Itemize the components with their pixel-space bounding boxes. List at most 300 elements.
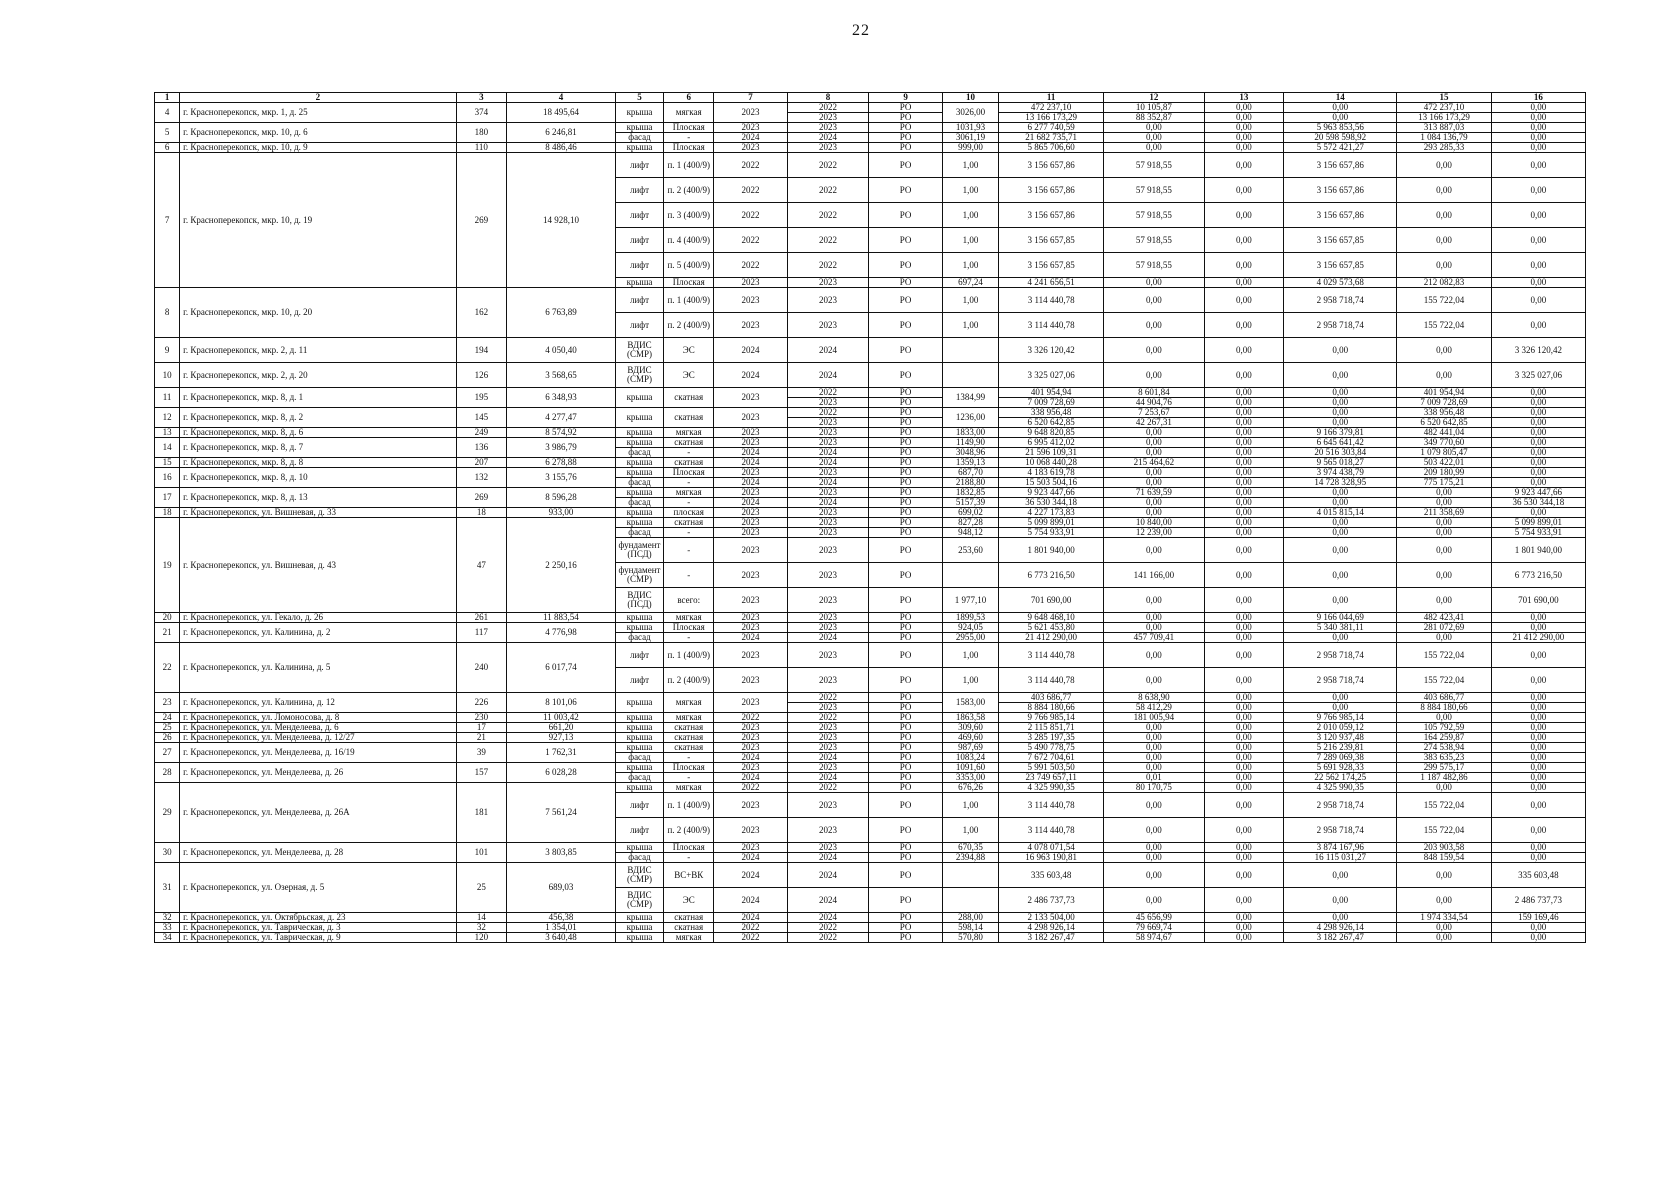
- address-cell: г. Красноперекопск, мкр. 8, д. 1: [180, 388, 457, 408]
- owners-cell: 155 722,04: [1397, 643, 1491, 668]
- work-detail-cell: мягкая: [664, 613, 714, 623]
- fund-cell: 9 166 379,81: [1284, 428, 1397, 438]
- cost-cell: 0,00: [1104, 448, 1205, 458]
- total-cost-cell: 6 520 642,85: [999, 418, 1104, 428]
- address-cell: г. Красноперекопск, ул. Вишневая, д. 43: [180, 518, 457, 613]
- plan-year-cell: 2024: [787, 633, 869, 643]
- budget-cell: 0,00: [1204, 458, 1284, 468]
- work-type-cell: крыша: [615, 783, 663, 793]
- other-cell: 0,00: [1491, 623, 1585, 633]
- work-detail-cell: -: [664, 478, 714, 488]
- other-cell: 0,00: [1491, 713, 1585, 723]
- other-cell: 0,00: [1491, 388, 1585, 398]
- source-cell: РО: [869, 438, 942, 448]
- budget-cell: 0,00: [1204, 538, 1284, 563]
- fund-cell: 0,00: [1284, 693, 1397, 703]
- other-cell: 0,00: [1491, 178, 1585, 203]
- area-cell: 8 596,28: [506, 488, 615, 508]
- apartments-cell: 180: [456, 123, 506, 143]
- cost-cell: 0,00: [1104, 723, 1205, 733]
- other-cell: 0,00: [1491, 398, 1585, 408]
- fund-cell: 5 216 239,81: [1284, 743, 1397, 753]
- year-cell: 2023: [714, 143, 787, 153]
- cost-cell: 0,01: [1104, 773, 1205, 783]
- total-cost-cell: 4 078 071,54: [999, 843, 1104, 853]
- owners-cell: 0,00: [1397, 178, 1491, 203]
- total-cost-cell: 5 991 503,50: [999, 763, 1104, 773]
- plan-year-cell: 2024: [787, 853, 869, 863]
- plan-year-cell: 2023: [787, 123, 869, 133]
- row-number-cell: 29: [155, 783, 180, 843]
- cost-cell: 215 464,62: [1104, 458, 1205, 468]
- other-cell: 0,00: [1491, 313, 1585, 338]
- row-number-cell: 32: [155, 913, 180, 923]
- address-cell: г. Красноперекопск, мкр. 8, д. 13: [180, 488, 457, 508]
- area-cell: 689,03: [506, 863, 615, 913]
- plan-year-cell: 2024: [787, 448, 869, 458]
- column-header: 5: [615, 93, 663, 103]
- table-row: [155, 723, 1586, 733]
- volume-cell: 1,00: [942, 228, 999, 253]
- document-body: [154, 92, 1586, 943]
- plan-year-cell: 2024: [787, 753, 869, 763]
- plan-year-cell: 2022: [787, 103, 869, 113]
- work-detail-cell: плоская: [664, 508, 714, 518]
- plan-year-cell: 2023: [787, 428, 869, 438]
- total-cost-cell: 3 326 120,42: [999, 338, 1104, 363]
- volume-cell: 1 977,10: [942, 588, 999, 613]
- work-detail-cell: Плоская: [664, 623, 714, 633]
- source-cell: РО: [869, 363, 942, 388]
- address-cell: г. Красноперекопск, мкр. 8, д. 10: [180, 468, 457, 488]
- cost-cell: 58 412,29: [1104, 703, 1205, 713]
- other-cell: 0,00: [1491, 508, 1585, 518]
- source-cell: РО: [869, 783, 942, 793]
- owners-cell: 775 175,21: [1397, 478, 1491, 488]
- fund-cell: 3 156 657,86: [1284, 153, 1397, 178]
- work-type-cell: лифт: [615, 228, 663, 253]
- plan-year-cell: 2024: [787, 913, 869, 923]
- cost-cell: 0,00: [1104, 338, 1205, 363]
- fund-cell: 9 766 985,14: [1284, 713, 1397, 723]
- cost-cell: 0,00: [1104, 623, 1205, 633]
- fund-cell: 6 645 641,42: [1284, 438, 1397, 448]
- plan-year-cell: 2023: [787, 143, 869, 153]
- volume-cell: [942, 563, 999, 588]
- work-type-cell: ВДИС (СМР): [615, 338, 663, 363]
- source-cell: РО: [869, 398, 942, 408]
- fund-cell: 3 156 657,86: [1284, 203, 1397, 228]
- other-cell: 0,00: [1491, 733, 1585, 743]
- column-header: 2: [180, 93, 457, 103]
- apartments-cell: 269: [456, 153, 506, 288]
- work-type-cell: ВДИС (СМР): [615, 888, 663, 913]
- owners-cell: 0,00: [1397, 528, 1491, 538]
- owners-cell: 8 884 180,66: [1397, 703, 1491, 713]
- total-cost-cell: 7 009 728,69: [999, 398, 1104, 408]
- column-header: 13: [1204, 93, 1284, 103]
- work-detail-cell: п. 1 (400/9): [664, 643, 714, 668]
- owners-cell: 13 166 173,29: [1397, 113, 1491, 123]
- apartments-cell: 101: [456, 843, 506, 863]
- volume-cell: 2188,80: [942, 478, 999, 488]
- budget-cell: 0,00: [1204, 743, 1284, 753]
- row-number-cell: 5: [155, 123, 180, 143]
- volume-cell: 1863,58: [942, 713, 999, 723]
- other-cell: 0,00: [1491, 448, 1585, 458]
- work-detail-cell: мягкая: [664, 933, 714, 943]
- total-cost-cell: 3 156 657,85: [999, 253, 1104, 278]
- volume-cell: 3353,00: [942, 773, 999, 783]
- plan-year-cell: 2023: [787, 418, 869, 428]
- total-cost-cell: 23 749 657,11: [999, 773, 1104, 783]
- year-cell: 2023: [714, 623, 787, 633]
- source-cell: РО: [869, 853, 942, 863]
- cost-cell: 0,00: [1104, 478, 1205, 488]
- fund-cell: 0,00: [1284, 363, 1397, 388]
- source-cell: РО: [869, 913, 942, 923]
- source-cell: РО: [869, 133, 942, 143]
- area-cell: 6 348,93: [506, 388, 615, 408]
- cost-cell: 0,00: [1104, 753, 1205, 763]
- owners-cell: 0,00: [1397, 498, 1491, 508]
- work-type-cell: крыша: [615, 408, 663, 428]
- plan-year-cell: 2023: [787, 703, 869, 713]
- table-row: [155, 103, 1586, 113]
- work-detail-cell: ЭС: [664, 888, 714, 913]
- fund-cell: 0,00: [1284, 518, 1397, 528]
- owners-cell: 203 903,58: [1397, 843, 1491, 853]
- work-detail-cell: п. 2 (400/9): [664, 313, 714, 338]
- volume-cell: 1,00: [942, 178, 999, 203]
- budget-cell: 0,00: [1204, 178, 1284, 203]
- budget-cell: 0,00: [1204, 933, 1284, 943]
- year-cell: 2022: [714, 923, 787, 933]
- fund-cell: 0,00: [1284, 398, 1397, 408]
- total-cost-cell: 4 183 619,78: [999, 468, 1104, 478]
- plan-year-cell: 2024: [787, 133, 869, 143]
- area-cell: 6 763,89: [506, 288, 615, 338]
- table-row: [155, 713, 1586, 723]
- cost-cell: 0,00: [1104, 588, 1205, 613]
- work-type-cell: фасад: [615, 133, 663, 143]
- plan-year-cell: 2024: [787, 888, 869, 913]
- total-cost-cell: 3 156 657,85: [999, 228, 1104, 253]
- total-cost-cell: 3 114 440,78: [999, 668, 1104, 693]
- plan-year-cell: 2024: [787, 338, 869, 363]
- apartments-cell: 117: [456, 623, 506, 643]
- fund-cell: 0,00: [1284, 913, 1397, 923]
- table-row: [155, 843, 1586, 853]
- fund-cell: 0,00: [1284, 418, 1397, 428]
- work-type-cell: лифт: [615, 643, 663, 668]
- row-number-cell: 22: [155, 643, 180, 693]
- apartments-cell: 110: [456, 143, 506, 153]
- budget-cell: 0,00: [1204, 428, 1284, 438]
- work-detail-cell: -: [664, 133, 714, 143]
- total-cost-cell: 9 648 468,10: [999, 613, 1104, 623]
- plan-year-cell: 2022: [787, 153, 869, 178]
- address-cell: г. Красноперекопск, ул. Озерная, д. 5: [180, 863, 457, 913]
- apartments-cell: 261: [456, 613, 506, 623]
- plan-year-cell: 2024: [787, 458, 869, 468]
- table-row: [155, 388, 1586, 398]
- plan-year-cell: 2024: [787, 863, 869, 888]
- row-number-cell: 31: [155, 863, 180, 913]
- table-row: [155, 338, 1586, 363]
- year-cell: 2023: [714, 693, 787, 713]
- address-cell: г. Красноперекопск, ул. Таврическая, д. 3: [180, 923, 457, 933]
- work-detail-cell: п. 5 (400/9): [664, 253, 714, 278]
- other-cell: 5 754 933,91: [1491, 528, 1585, 538]
- owners-cell: 274 538,94: [1397, 743, 1491, 753]
- work-type-cell: фасад: [615, 528, 663, 538]
- source-cell: РО: [869, 113, 942, 123]
- source-cell: РО: [869, 563, 942, 588]
- row-number-cell: 16: [155, 468, 180, 488]
- work-type-cell: крыша: [615, 468, 663, 478]
- source-cell: РО: [869, 313, 942, 338]
- total-cost-cell: 36 530 344,18: [999, 498, 1104, 508]
- source-cell: РО: [869, 733, 942, 743]
- fund-cell: 20 598 598,92: [1284, 133, 1397, 143]
- plan-year-cell: 2023: [787, 278, 869, 288]
- fund-cell: 2 958 718,74: [1284, 818, 1397, 843]
- other-cell: 0,00: [1491, 123, 1585, 133]
- fund-cell: 3 156 657,85: [1284, 253, 1397, 278]
- work-detail-cell: скатная: [664, 438, 714, 448]
- total-cost-cell: 5 099 899,01: [999, 518, 1104, 528]
- fund-cell: 3 182 267,47: [1284, 933, 1397, 943]
- source-cell: РО: [869, 408, 942, 418]
- volume-cell: 1583,00: [942, 693, 999, 713]
- other-cell: 1 801 940,00: [1491, 538, 1585, 563]
- budget-cell: 0,00: [1204, 563, 1284, 588]
- budget-cell: 0,00: [1204, 133, 1284, 143]
- work-type-cell: фасад: [615, 633, 663, 643]
- work-type-cell: лифт: [615, 153, 663, 178]
- fund-cell: 14 728 328,95: [1284, 478, 1397, 488]
- owners-cell: 1 187 482,86: [1397, 773, 1491, 783]
- owners-cell: 0,00: [1397, 518, 1491, 528]
- work-type-cell: лифт: [615, 253, 663, 278]
- apartments-cell: 120: [456, 933, 506, 943]
- volume-cell: 1091,60: [942, 763, 999, 773]
- table-row: [155, 363, 1586, 388]
- source-cell: РО: [869, 388, 942, 398]
- budget-cell: 0,00: [1204, 143, 1284, 153]
- budget-cell: 0,00: [1204, 478, 1284, 488]
- cost-cell: 42 267,31: [1104, 418, 1205, 428]
- work-type-cell: крыша: [615, 693, 663, 713]
- total-cost-cell: 401 954,94: [999, 388, 1104, 398]
- fund-cell: 0,00: [1284, 633, 1397, 643]
- cost-cell: 10 105,87: [1104, 103, 1205, 113]
- plan-year-cell: 2024: [787, 478, 869, 488]
- work-detail-cell: -: [664, 633, 714, 643]
- total-cost-cell: 5 621 453,80: [999, 623, 1104, 633]
- source-cell: РО: [869, 458, 942, 468]
- cost-cell: 0,00: [1104, 733, 1205, 743]
- row-number-cell: 15: [155, 458, 180, 468]
- budget-cell: 0,00: [1204, 793, 1284, 818]
- total-cost-cell: 4 298 926,14: [999, 923, 1104, 933]
- cost-cell: 0,00: [1104, 818, 1205, 843]
- volume-cell: 469,60: [942, 733, 999, 743]
- fund-cell: 4 325 990,35: [1284, 783, 1397, 793]
- row-number-cell: 25: [155, 723, 180, 733]
- year-cell: 2023: [714, 278, 787, 288]
- other-cell: 0,00: [1491, 143, 1585, 153]
- apartments-cell: 136: [456, 438, 506, 458]
- work-detail-cell: всего:: [664, 588, 714, 613]
- plan-year-cell: 2023: [787, 313, 869, 338]
- work-type-cell: крыша: [615, 438, 663, 448]
- cost-cell: 0,00: [1104, 853, 1205, 863]
- cost-cell: 0,00: [1104, 278, 1205, 288]
- other-cell: 701 690,00: [1491, 588, 1585, 613]
- address-cell: г. Красноперекопск, ул. Таврическая, д. 9: [180, 933, 457, 943]
- source-cell: РО: [869, 773, 942, 783]
- year-cell: 2022: [714, 933, 787, 943]
- work-detail-cell: мягкая: [664, 103, 714, 123]
- volume-cell: 1384,99: [942, 388, 999, 408]
- column-header: 10: [942, 93, 999, 103]
- row-number-cell: 4: [155, 103, 180, 123]
- column-header: 4: [506, 93, 615, 103]
- cost-cell: 58 974,67: [1104, 933, 1205, 943]
- work-type-cell: фундамент (ПСД): [615, 538, 663, 563]
- source-cell: РО: [869, 843, 942, 853]
- volume-cell: [942, 888, 999, 913]
- work-type-cell: ВДИС (СМР): [615, 363, 663, 388]
- budget-cell: 0,00: [1204, 853, 1284, 863]
- column-header: 11: [999, 93, 1104, 103]
- cost-cell: 0,00: [1104, 763, 1205, 773]
- owners-cell: 212 082,83: [1397, 278, 1491, 288]
- apartments-cell: 240: [456, 643, 506, 693]
- other-cell: 159 169,46: [1491, 913, 1585, 923]
- other-cell: 0,00: [1491, 153, 1585, 178]
- total-cost-cell: 16 963 190,81: [999, 853, 1104, 863]
- total-cost-cell: 338 956,48: [999, 408, 1104, 418]
- plan-year-cell: 2023: [787, 668, 869, 693]
- area-cell: 456,38: [506, 913, 615, 923]
- row-number-cell: 9: [155, 338, 180, 363]
- column-header: 3: [456, 93, 506, 103]
- source-cell: РО: [869, 923, 942, 933]
- year-cell: 2023: [714, 843, 787, 853]
- plan-year-cell: 2024: [787, 363, 869, 388]
- work-type-cell: крыша: [615, 518, 663, 528]
- cost-cell: 0,00: [1104, 613, 1205, 623]
- total-cost-cell: 3 114 440,78: [999, 793, 1104, 818]
- other-cell: 0,00: [1491, 253, 1585, 278]
- other-cell: 0,00: [1491, 133, 1585, 143]
- table-row: [155, 488, 1586, 498]
- work-detail-cell: мягкая: [664, 428, 714, 438]
- other-cell: 0,00: [1491, 703, 1585, 713]
- budget-cell: 0,00: [1204, 468, 1284, 478]
- address-cell: г. Красноперекопск, мкр. 1, д. 25: [180, 103, 457, 123]
- budget-cell: 0,00: [1204, 418, 1284, 428]
- work-type-cell: крыша: [615, 103, 663, 123]
- work-detail-cell: мягкая: [664, 693, 714, 713]
- plan-year-cell: 2022: [787, 693, 869, 703]
- budget-cell: 0,00: [1204, 863, 1284, 888]
- cost-cell: 57 918,55: [1104, 178, 1205, 203]
- year-cell: 2023: [714, 793, 787, 818]
- column-header: 16: [1491, 93, 1585, 103]
- plan-year-cell: 2023: [787, 488, 869, 498]
- budget-cell: 0,00: [1204, 913, 1284, 923]
- owners-cell: 0,00: [1397, 863, 1491, 888]
- row-number-cell: 34: [155, 933, 180, 943]
- volume-cell: 1031,93: [942, 123, 999, 133]
- other-cell: 0,00: [1491, 783, 1585, 793]
- area-cell: 2 250,16: [506, 518, 615, 613]
- other-cell: 0,00: [1491, 693, 1585, 703]
- fund-cell: 0,00: [1284, 488, 1397, 498]
- total-cost-cell: 21 682 735,71: [999, 133, 1104, 143]
- volume-cell: 1833,00: [942, 428, 999, 438]
- fund-cell: 0,00: [1284, 563, 1397, 588]
- plan-year-cell: 2023: [787, 508, 869, 518]
- fund-cell: 0,00: [1284, 498, 1397, 508]
- other-cell: 0,00: [1491, 228, 1585, 253]
- cost-cell: 57 918,55: [1104, 253, 1205, 278]
- address-cell: г. Красноперекопск, ул. Менделеева, д. 28: [180, 843, 457, 863]
- source-cell: РО: [869, 518, 942, 528]
- area-cell: 18 495,64: [506, 103, 615, 123]
- plan-year-cell: 2023: [787, 613, 869, 623]
- budget-cell: 0,00: [1204, 153, 1284, 178]
- plan-year-cell: 2023: [787, 733, 869, 743]
- cost-cell: 57 918,55: [1104, 153, 1205, 178]
- budget-cell: 0,00: [1204, 518, 1284, 528]
- table-row: [155, 623, 1586, 633]
- source-cell: РО: [869, 588, 942, 613]
- work-detail-cell: мягкая: [664, 783, 714, 793]
- cost-cell: 0,00: [1104, 468, 1205, 478]
- source-cell: РО: [869, 488, 942, 498]
- plan-year-cell: 2022: [787, 923, 869, 933]
- year-cell: 2022: [714, 178, 787, 203]
- source-cell: РО: [869, 538, 942, 563]
- work-detail-cell: скатная: [664, 518, 714, 528]
- volume-cell: 999,00: [942, 143, 999, 153]
- other-cell: 0,00: [1491, 643, 1585, 668]
- year-cell: 2023: [714, 313, 787, 338]
- year-cell: 2023: [714, 288, 787, 313]
- fund-cell: 20 516 303,84: [1284, 448, 1397, 458]
- other-cell: 0,00: [1491, 753, 1585, 763]
- area-cell: 1 354,01: [506, 923, 615, 933]
- cost-cell: 80 170,75: [1104, 783, 1205, 793]
- work-type-cell: крыша: [615, 623, 663, 633]
- table-row: [155, 438, 1586, 448]
- row-number-cell: 18: [155, 508, 180, 518]
- table-row: [155, 933, 1586, 943]
- budget-cell: 0,00: [1204, 633, 1284, 643]
- address-cell: г. Красноперекопск, мкр. 8, д. 6: [180, 428, 457, 438]
- owners-cell: 164 259,87: [1397, 733, 1491, 743]
- owners-cell: 349 770,60: [1397, 438, 1491, 448]
- row-number-cell: 6: [155, 143, 180, 153]
- work-detail-cell: Плоская: [664, 763, 714, 773]
- cost-cell: 0,00: [1104, 668, 1205, 693]
- plan-year-cell: 2022: [787, 388, 869, 398]
